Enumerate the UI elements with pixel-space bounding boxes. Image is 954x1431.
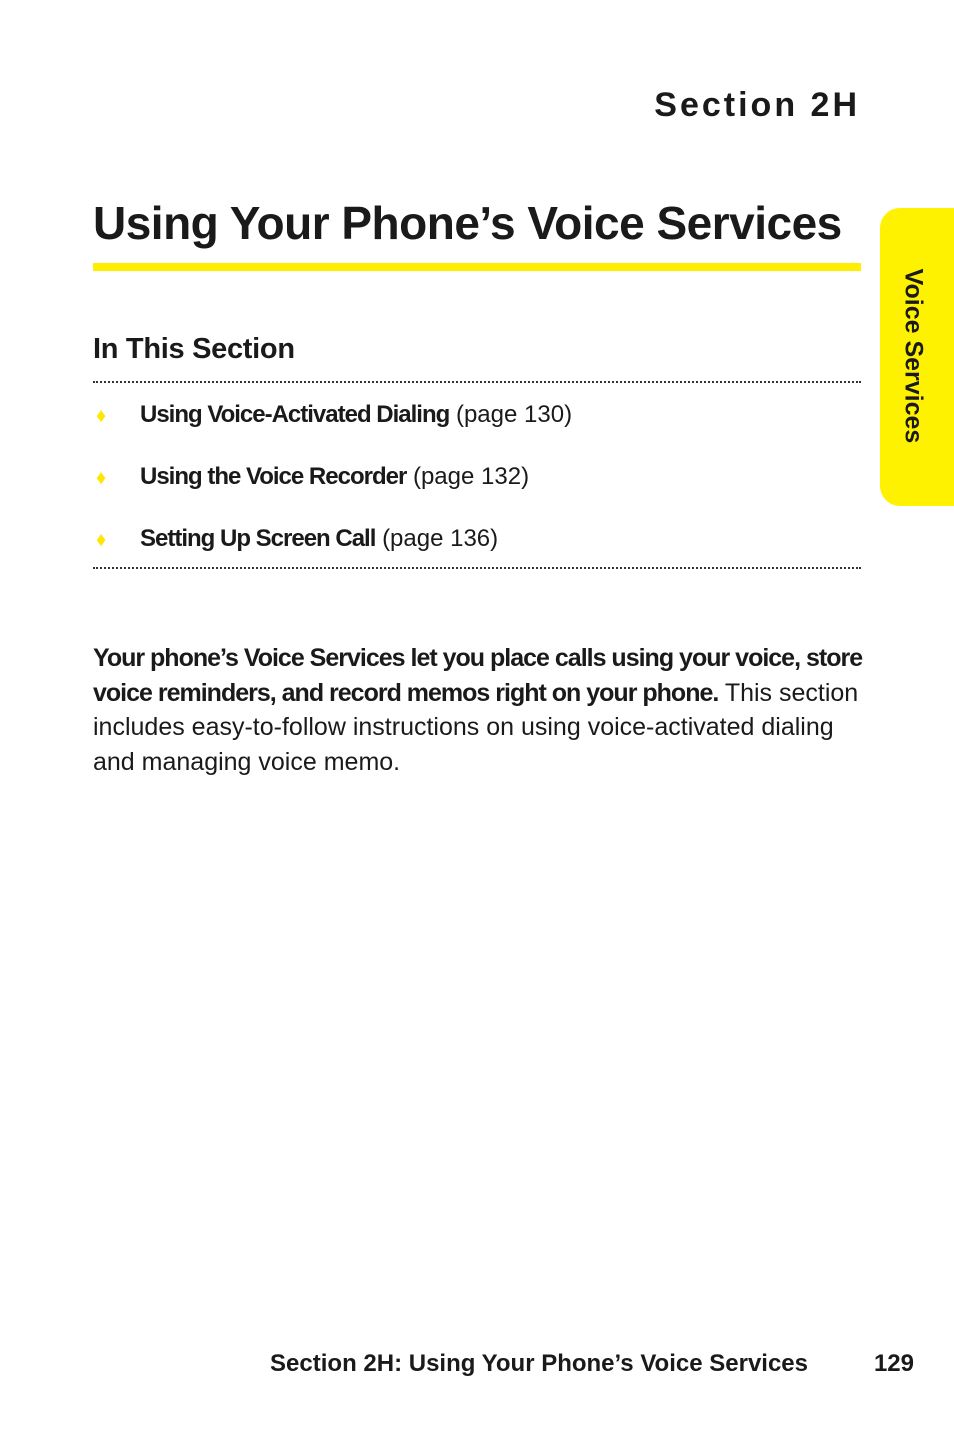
intro-bold-text: Your phone’s Voice Services let you place calls using your voice, store voice reminders, and record memos right on your phone. (93, 644, 863, 707)
title-underline (93, 263, 861, 271)
toc-item[interactable] (96, 524, 498, 554)
toc-item-title: Using the Voice Recorder (140, 463, 407, 490)
dotted-divider-top (93, 381, 861, 383)
page-number: 129 (873, 1350, 914, 1377)
toc-item-title: Using Voice-Activated Dialing (140, 401, 450, 428)
footer-title: Section 2H: Using Your Phone’s Voice Services (270, 1350, 808, 1377)
dotted-divider-bottom (93, 567, 861, 569)
page-title: Using Your Phone’s Voice Services (93, 197, 842, 249)
toc-item-page: (page 132) (412, 463, 530, 490)
toc-item-title: Setting Up Screen Call (140, 525, 376, 552)
toc-item[interactable] (96, 400, 572, 430)
toc-item-page: (page 130) (455, 401, 573, 428)
side-tab-label: Voice Services (899, 268, 928, 444)
diamond-bullet-icon: ♦ (96, 467, 107, 489)
in-this-section-heading: In This Section (93, 333, 295, 365)
section-label: Section 2H (654, 86, 860, 124)
diamond-bullet-icon: ♦ (96, 529, 107, 551)
intro-body-text: This section includes easy-to-follow instructions on using voice-activated dialing and managing voice memo. (93, 678, 859, 776)
toc-item[interactable] (96, 462, 529, 492)
intro-paragraph (93, 641, 863, 779)
toc-item-page: (page 136) (382, 525, 499, 552)
diamond-bullet-icon: ♦ (96, 405, 107, 427)
